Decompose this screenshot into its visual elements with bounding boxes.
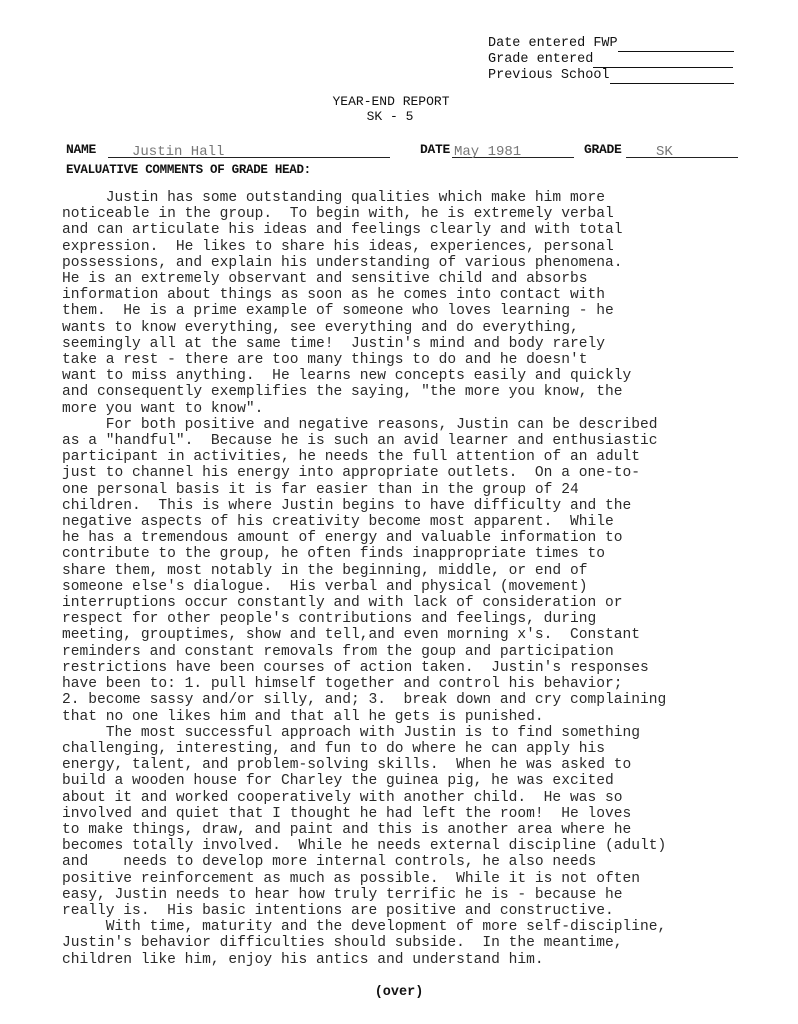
- body-line: more you want to know".: [62, 400, 264, 417]
- body-line: restrictions have been courses of action taken. Justin's responses: [62, 659, 649, 676]
- date-entered-fwp-line: [618, 39, 734, 52]
- body-line: positive reinforcement as much as possible. While it is not often: [62, 870, 641, 887]
- grade-entered-row: [488, 52, 734, 68]
- grade-line: [626, 157, 738, 158]
- grade-entered-label: Grade entered: [488, 52, 594, 67]
- body-line: reminders and constant removals from the goup and participation: [62, 643, 614, 660]
- date-entered-fwp-row: [488, 36, 734, 52]
- report-class: SK - 5: [366, 109, 414, 124]
- grade-value: SK: [656, 144, 673, 160]
- name-label: NAME: [66, 142, 97, 157]
- body-line: about it and worked cooperatively with another child. He was so: [62, 789, 623, 806]
- evaluative-comments-text: [62, 190, 742, 968]
- body-line: take a rest - there are too many things to do and he doesn't: [62, 352, 588, 369]
- body-line: wants to know everything, see everything and do everything,: [62, 319, 579, 336]
- grade-entered-line: [593, 55, 733, 68]
- body-line: and consequently exemplifies the saying, "the more you know, the: [62, 384, 623, 401]
- body-line: someone else's dialogue. His verbal and physical (movement): [62, 578, 588, 595]
- body-line: share them, most notably in the beginning, middle, or end of: [62, 562, 588, 579]
- body-line: to make things, draw, and paint and this is another area where he: [62, 821, 632, 838]
- body-line: children like him, enjoy his antics and understand him.: [62, 951, 544, 968]
- body-line: them. He is a prime example of someone who loves learning - he: [62, 303, 614, 320]
- header-fields: [66, 142, 738, 160]
- report-title: YEAR-END REPORT: [332, 94, 450, 109]
- evaluative-heading: EVALUATIVE COMMENTS OF GRADE HEAD:: [66, 163, 311, 177]
- body-line: information about things as soon as he comes into contact with: [62, 287, 605, 304]
- body-line: possessions, and explain his understanding of various phenomena.: [62, 254, 623, 271]
- body-line: that no one likes him and that all he gets is punished.: [62, 708, 544, 725]
- body-line: have been to: 1. pull himself together and control his behavior;: [62, 676, 623, 693]
- date-value: May 1981: [454, 144, 522, 160]
- body-line: he has a tremendous amount of energy and valuable information to: [62, 530, 623, 547]
- body-line: For both positive and negative reasons, Justin can be described: [62, 416, 658, 433]
- report-title-block: [0, 94, 798, 124]
- body-line: becomes totally involved. While he needs external discipline (adult): [62, 838, 667, 855]
- body-line: contribute to the group, he often finds inappropriate times to: [62, 546, 605, 563]
- previous-school-label: Previous School: [488, 68, 610, 83]
- name-value: Justin Hall: [132, 144, 225, 160]
- body-line: negative aspects of his creativity become most apparent. While: [62, 514, 614, 531]
- body-line: just to channel his energy into appropriate outlets. On a one-to-: [62, 465, 641, 482]
- body-line: seemingly all at the same time! Justin's mind and body rarely: [62, 335, 605, 352]
- body-line: respect for other people's contributions and feelings, during: [62, 611, 597, 628]
- date-entered-fwp-label: Date entered FWP: [488, 36, 618, 51]
- body-line: one personal basis it is far easier than in the group of 24: [62, 481, 579, 498]
- body-line: With time, maturity and the development of more self-discipline,: [62, 919, 667, 936]
- body-line: challenging, interesting, and fun to do where he can apply his: [62, 740, 605, 757]
- body-line: energy, talent, and problem-solving skills. When he was asked to: [62, 757, 632, 774]
- over-note: (over): [374, 985, 424, 1000]
- body-line: meeting, grouptimes, show and tell,and even morning x's. Constant: [62, 627, 641, 644]
- body-line: expression. He likes to share his ideas, experiences, personal: [62, 238, 614, 255]
- body-line: and can articulate his ideas and feelings clearly and with total: [62, 222, 623, 239]
- date-label: DATE: [420, 142, 451, 157]
- previous-school-row: [488, 68, 734, 84]
- body-line: Justin's behavior difficulties should subside. In the meantime,: [62, 935, 623, 952]
- previous-school-line: [610, 71, 734, 84]
- body-line: interruptions occur constantly and with lack of consideration or: [62, 595, 623, 612]
- body-line: really is. His basic intentions are positive and constructive.: [62, 902, 614, 919]
- body-line: as a "handful". Because he is such an avid learner and enthusiastic: [62, 433, 658, 450]
- grade-label: GRADE: [584, 142, 622, 157]
- body-line: and needs to develop more internal controls, he also needs: [62, 854, 597, 871]
- body-line: children. This is where Justin begins to have difficulty and the: [62, 497, 632, 514]
- body-line: noticeable in the group. To begin with, he is extremely verbal: [62, 206, 614, 223]
- body-line: build a wooden house for Charley the guinea pig, he was excited: [62, 773, 614, 790]
- body-line: want to miss anything. He learns new concepts easily and quickly: [62, 368, 632, 385]
- body-line: involved and quiet that I thought he had left the room! He loves: [62, 805, 632, 822]
- body-line: The most successful approach with Justin is to find something: [62, 724, 641, 741]
- body-line: He is an extremely observant and sensitive child and absorbs: [62, 271, 588, 288]
- body-line: easy, Justin needs to hear how truly terrific he is - because he: [62, 886, 623, 903]
- body-line: 2. become sassy and/or silly, and; 3. break down and cry complaining: [62, 692, 667, 709]
- intake-block: [488, 36, 734, 84]
- body-line: participant in activities, he needs the full attention of an adult: [62, 449, 641, 466]
- body-line: Justin has some outstanding qualities which make him more: [62, 190, 605, 206]
